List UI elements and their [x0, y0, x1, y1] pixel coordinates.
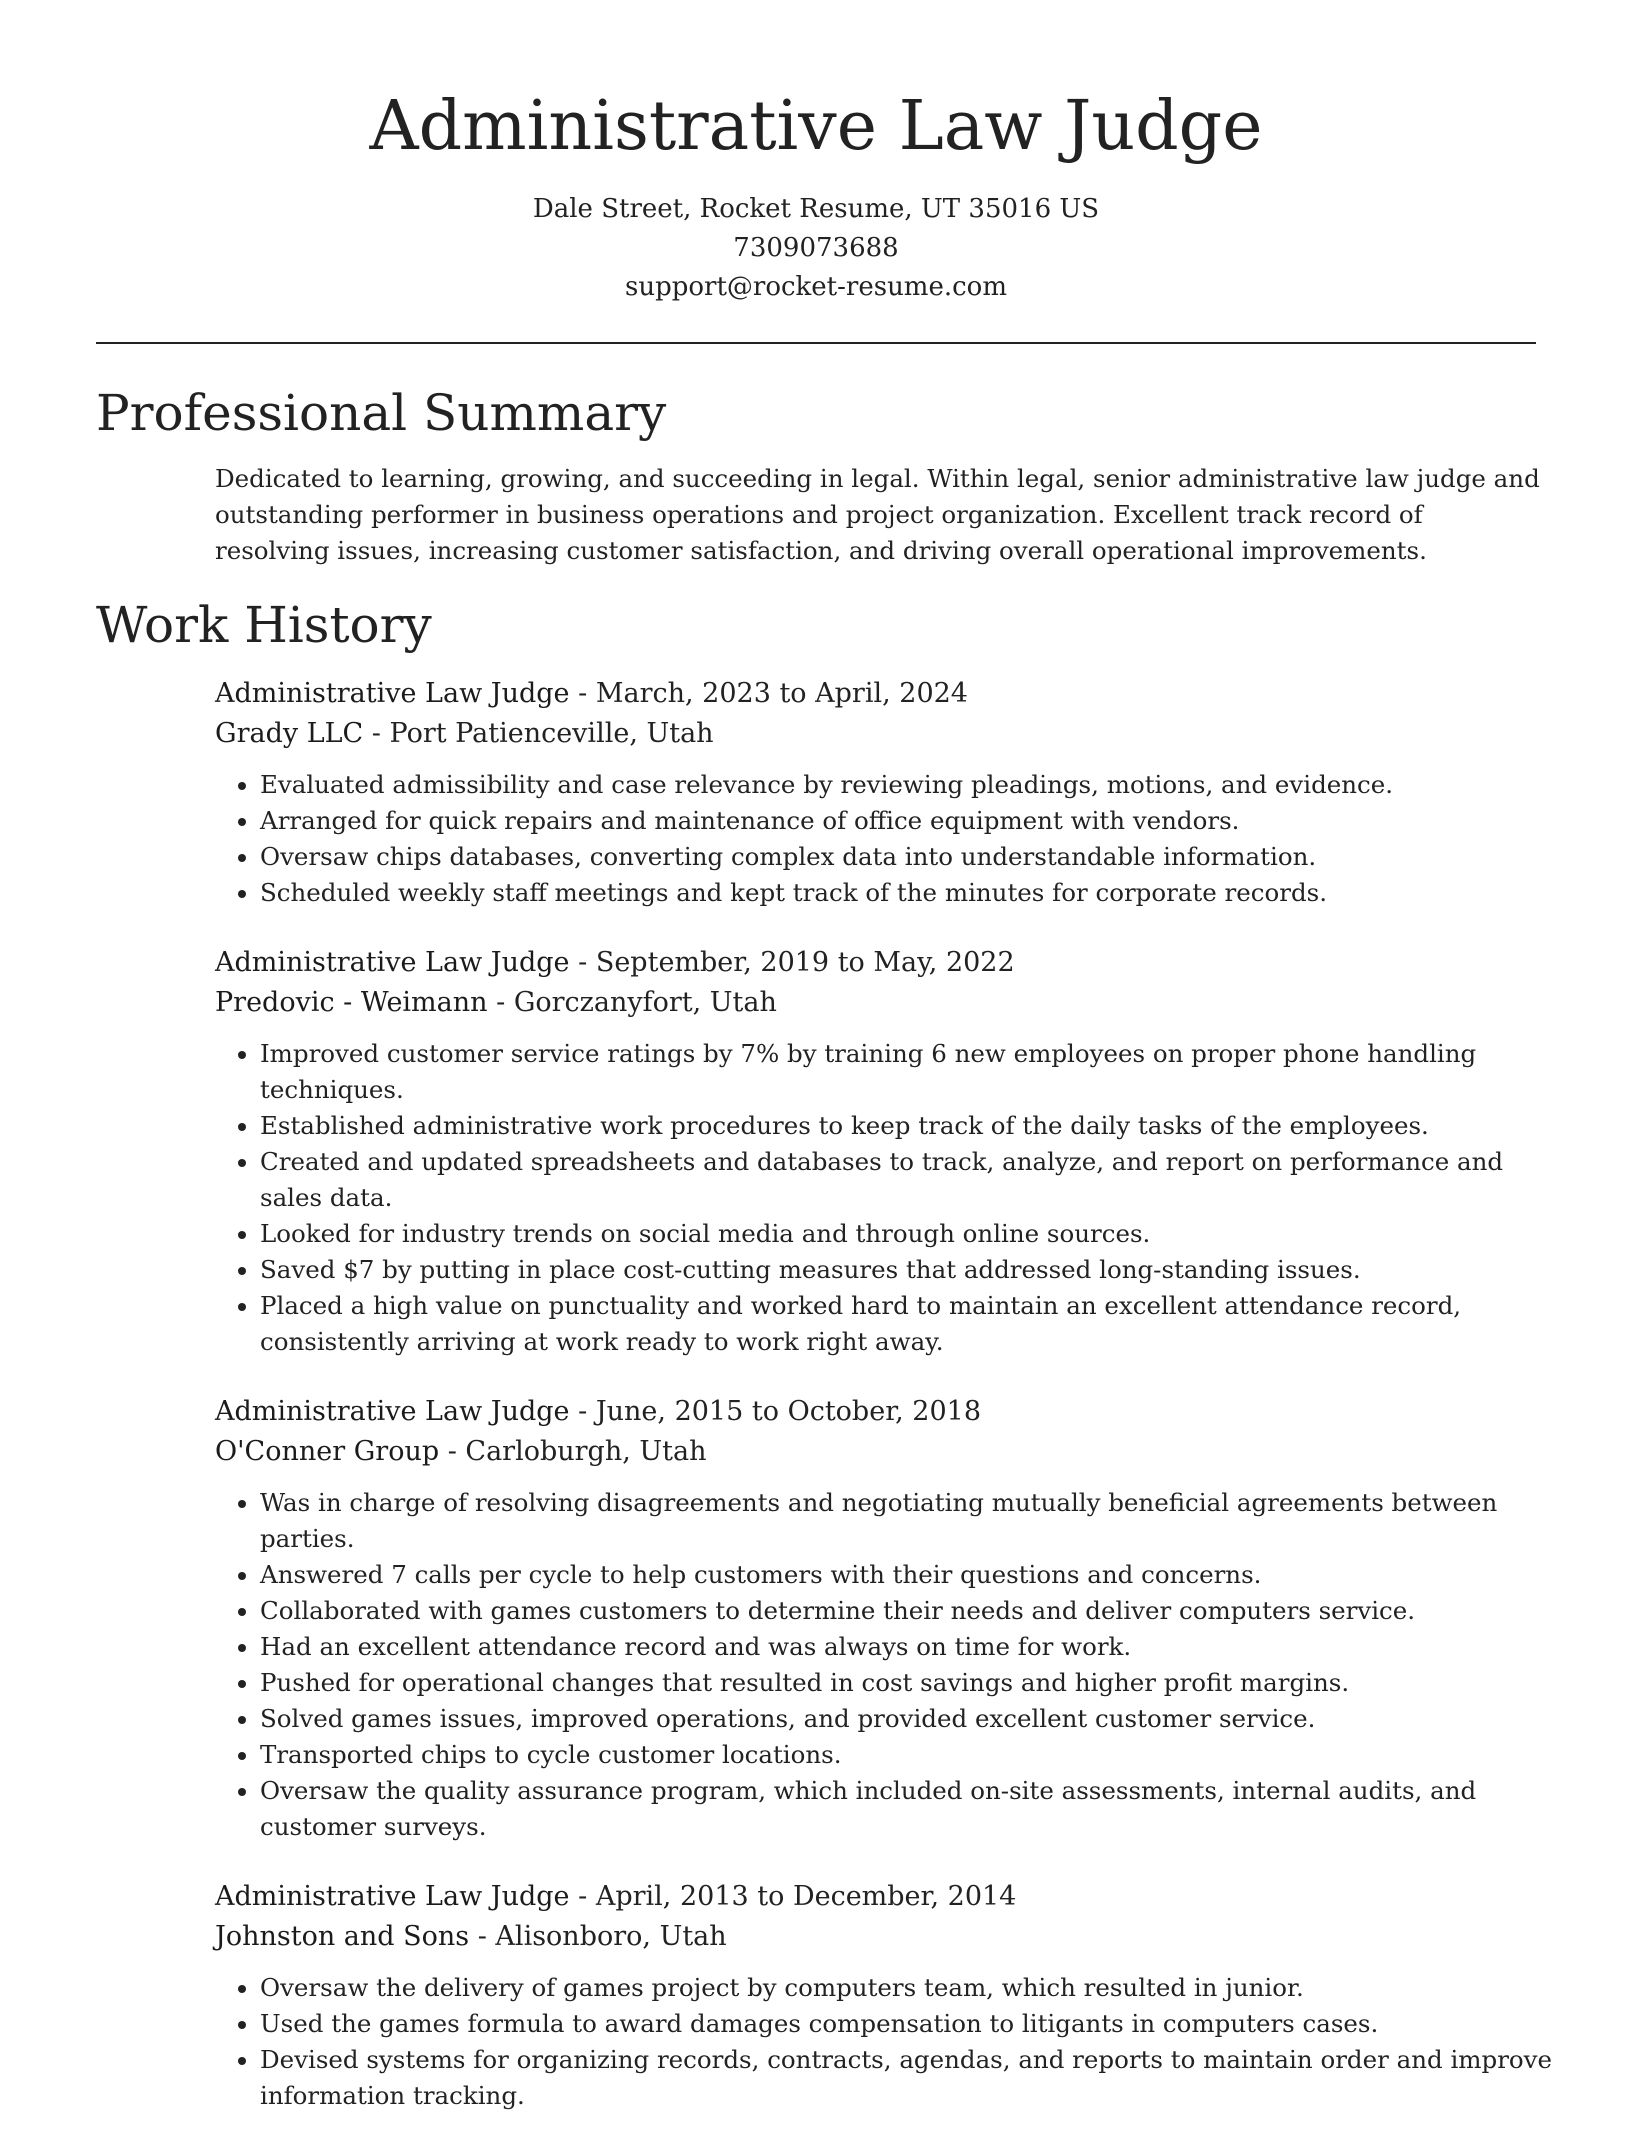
job-location: - Carloburgh, Utah — [439, 1436, 707, 1467]
job-role: Administrative Law Judge — [215, 947, 570, 978]
job-duties — [215, 767, 1555, 911]
work-history-heading: Work History — [96, 596, 432, 654]
resume-header — [0, 82, 1632, 307]
duty-item: • Used the games formula to award damages compensation to litigants in computers cases. — [260, 2006, 1555, 2042]
job-title-line — [215, 943, 1555, 983]
job-entry — [215, 1392, 1555, 1845]
duty-item: • Oversaw chips databases, converting complex data into understandable information. — [260, 839, 1555, 875]
summary-heading: Professional Summary — [96, 384, 667, 442]
job-role: Administrative Law Judge — [215, 678, 570, 709]
duty-item: • Answered 7 calls per cycle to help customers with their questions and concerns. — [260, 1557, 1555, 1593]
job-location: - Port Patienceville, Utah — [363, 718, 714, 749]
duty-item: • Established administrative work procedures to keep track of the daily tasks of the employees. — [260, 1108, 1555, 1144]
duty-item: • Collaborated with games customers to determine their needs and deliver computers service. — [260, 1593, 1555, 1629]
duty-item: • Transported chips to cycle customer locations. — [260, 1737, 1555, 1773]
job-location: - Gorczanyfort, Utah — [487, 987, 777, 1018]
duty-item: • Devised systems for organizing records, contracts, agendas, and reports to maintain order and improve information tracking. — [260, 2042, 1555, 2114]
duty-item: • Pushed for operational changes that resulted in cost savings and higher profit margins. — [260, 1665, 1555, 1701]
job-location: - Alisonboro, Utah — [469, 1921, 727, 1952]
job-title-line — [215, 674, 1555, 714]
job-title-line — [215, 1877, 1555, 1917]
duty-item: • Looked for industry trends on social media and through online sources. — [260, 1216, 1555, 1252]
phone: 7309073688 — [733, 233, 899, 263]
job-dates: - September, 2019 to May, 2022 — [569, 947, 1015, 978]
header-divider — [96, 342, 1536, 344]
duty-item: • Created and updated spreadsheets and databases to track, analyze, and report on performance and sales data. — [260, 1144, 1555, 1216]
job-company: O'Conner Group — [215, 1436, 440, 1467]
job-title-line — [215, 1392, 1555, 1432]
job-entry — [215, 1877, 1555, 2114]
contact-block — [0, 190, 1632, 307]
duty-item: • Evaluated admissibility and case relevance by reviewing pleadings, motions, and evidence. — [260, 767, 1555, 803]
job-entry — [215, 943, 1555, 1360]
duty-item: • Saved $7 by putting in place cost-cutting measures that addressed long-standing issues. — [260, 1252, 1555, 1288]
address: Dale Street, Rocket Resume, UT 35016 US — [532, 194, 1100, 224]
job-company: Grady LLC — [215, 718, 364, 749]
job-duties — [215, 1970, 1555, 2114]
duty-item: • Oversaw the delivery of games project by computers team, which resulted in junior. — [260, 1970, 1555, 2006]
duty-item: • Had an excellent attendance record and was always on time for work. — [260, 1629, 1555, 1665]
summary-text: Dedicated to learning, growing, and succeeding in legal. Within legal, senior administrative law judge and outstanding performer in business operations and project organization. Excellent track record of resolving issues, increasing customer satisfaction, and driving overall operational improvements. — [215, 464, 1540, 565]
candidate-name: Administrative Law Judge — [369, 87, 1263, 166]
duty-item: • Oversaw the quality assurance program, which included on-site assessments, internal audits, and customer surveys. — [260, 1773, 1555, 1845]
job-company-line — [215, 1432, 1555, 1472]
duty-item: • Was in charge of resolving disagreements and negotiating mutually beneficial agreements between parties. — [260, 1485, 1555, 1557]
job-company-line — [215, 1917, 1555, 1957]
duty-item: • Scheduled weekly staff meetings and kept track of the minutes for corporate records. — [260, 875, 1555, 911]
job-company: Johnston and Sons — [215, 1921, 470, 1952]
work-history-list — [215, 674, 1555, 2146]
job-company: Predovic - Weimann — [215, 987, 488, 1018]
duty-item: • Placed a high value on punctuality and worked hard to maintain an excellent attendance record, consistently arriving at work ready to work right away. — [260, 1288, 1555, 1360]
job-duties — [215, 1485, 1555, 1845]
job-dates: - June, 2015 to October, 2018 — [569, 1396, 982, 1427]
duty-item: • Solved games issues, improved operations, and provided excellent customer service. — [260, 1701, 1555, 1737]
job-dates: - April, 2013 to December, 2014 — [569, 1881, 1017, 1912]
job-role: Administrative Law Judge — [215, 1881, 570, 1912]
job-duties — [215, 1036, 1555, 1360]
duty-item: • Arranged for quick repairs and maintenance of office equipment with vendors. — [260, 803, 1555, 839]
job-company-line — [215, 714, 1555, 754]
job-dates: - March, 2023 to April, 2024 — [569, 678, 968, 709]
job-entry — [215, 674, 1555, 911]
email: support@rocket-resume.com — [624, 272, 1007, 302]
duty-item: • Improved customer service ratings by 7% by training 6 new employees on proper phone handling techniques. — [260, 1036, 1555, 1108]
job-role: Administrative Law Judge — [215, 1396, 570, 1427]
job-company-line — [215, 983, 1555, 1023]
